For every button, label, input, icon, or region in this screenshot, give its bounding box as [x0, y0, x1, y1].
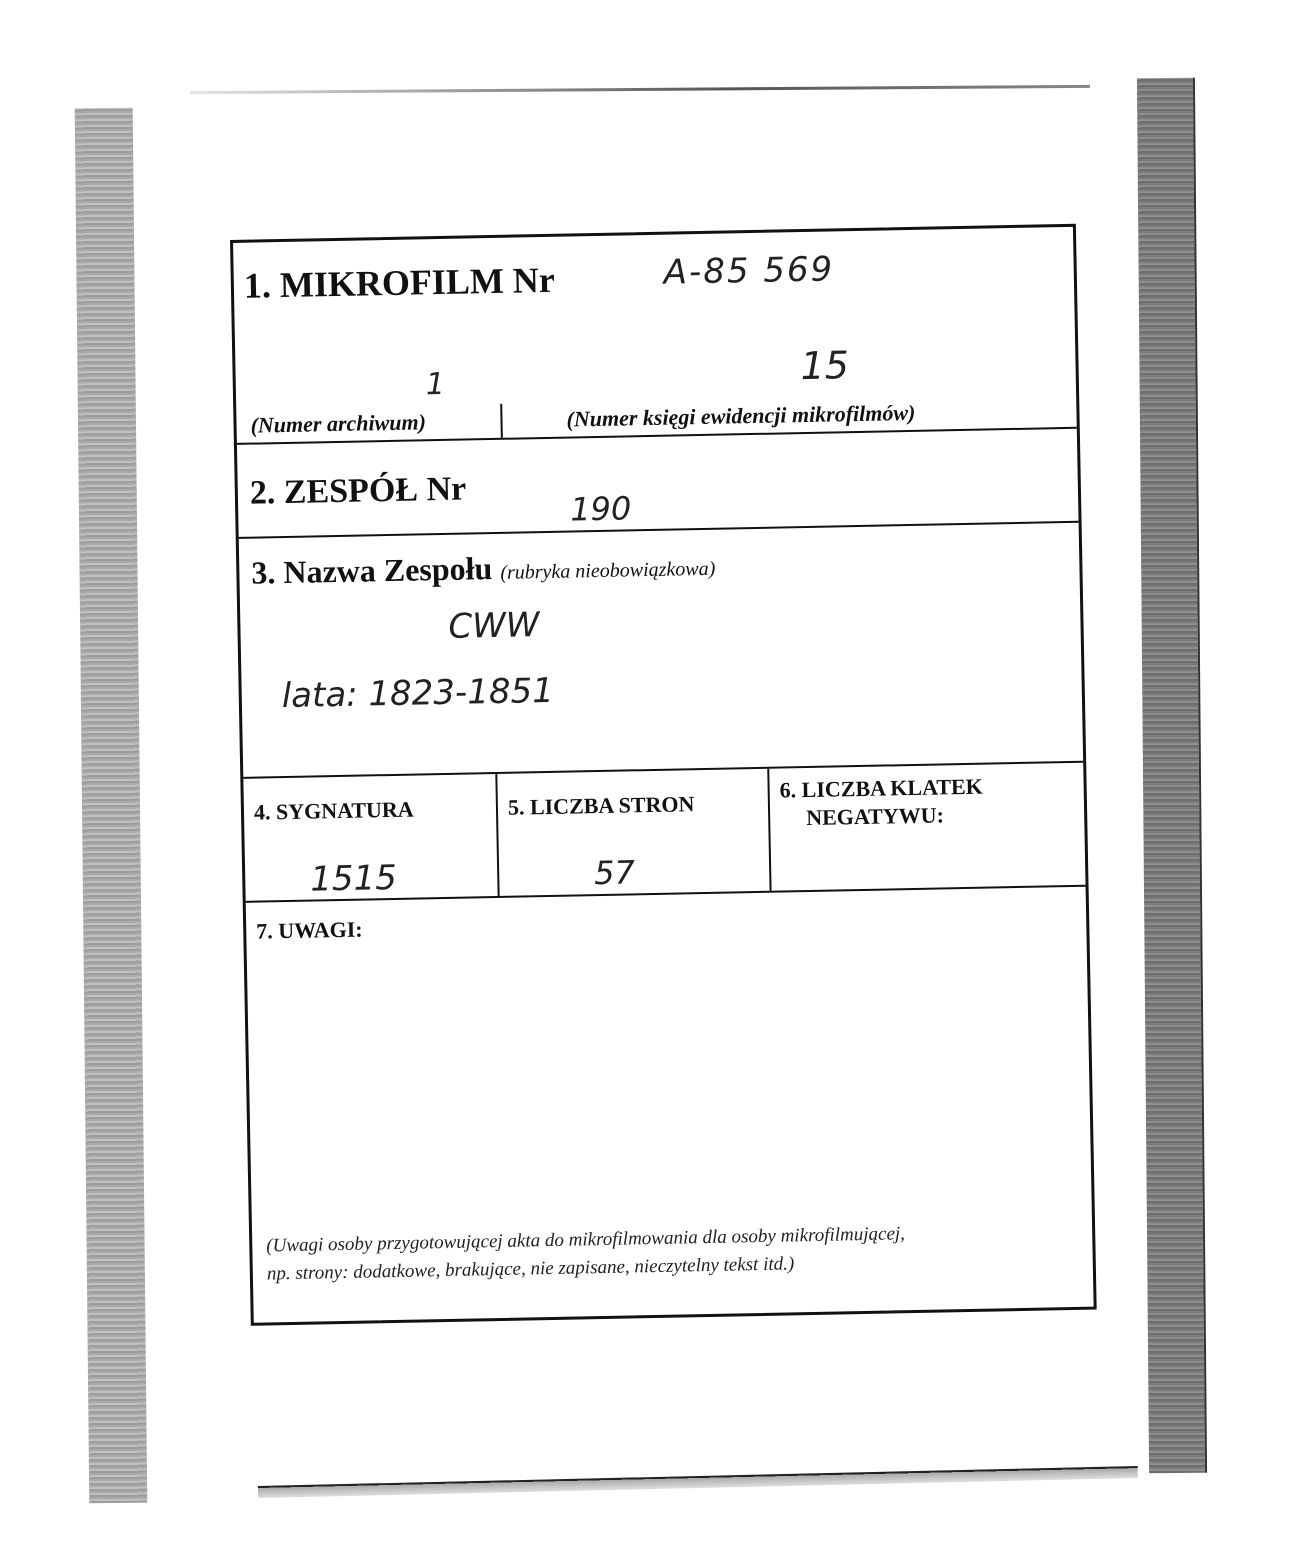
remarks-label: 7. UWAGI:: [256, 916, 363, 944]
section-microfilm-number: [233, 227, 1077, 445]
section-details: [243, 763, 1085, 903]
remarks-instructions-line2: np. strony: dodatkowe, brakujące, nie zapisane, nieczytelny tekst itd.): [266, 1253, 795, 1285]
microfilm-title: 1. MIKROFILM Nr: [243, 259, 556, 306]
divider: [500, 404, 503, 438]
page-count-value: 57: [593, 853, 636, 893]
microfilm-number-value: A-85 569: [663, 249, 835, 293]
fonds-name-label: 3. Nazwa Zespołu: [251, 550, 493, 591]
archive-number-label: (Numer archiwum): [250, 409, 427, 438]
signature-cell: [243, 774, 499, 901]
signature-value: 1515: [309, 857, 398, 900]
archive-number-value: 1: [425, 366, 446, 403]
optional-note: (rubryka nieobowiązkowa): [500, 557, 716, 584]
page-count-cell: [497, 769, 771, 896]
negative-frames-cell: [769, 763, 1085, 891]
page-count-label: 5. LICZBA STRON: [507, 791, 695, 820]
signature-label: 4. SYGNATURA: [253, 796, 414, 825]
remarks-instructions: [266, 1217, 1083, 1289]
negative-frames-label-line2: NEGATYWU:: [805, 802, 945, 831]
fonds-name-value: CWW: [448, 605, 540, 647]
remarks-instructions-line1: (Uwagi osoby przygotowującej akta do mikrofilmowania dla osoby mikrofilmującej,: [266, 1223, 906, 1257]
scan-edge-right: [1137, 78, 1207, 1473]
section-fonds-name: [239, 523, 1083, 779]
register-number-value: 15: [800, 343, 850, 389]
scan-edge-top: [190, 85, 1090, 94]
scan-edge-bottom: [258, 1466, 1138, 1498]
fonds-number-value: 190: [569, 489, 632, 529]
section-remarks: [246, 887, 1094, 1323]
fonds-years-value: lata: 1823-1851: [281, 670, 555, 717]
microfilm-card: [230, 224, 1097, 1326]
scan-edge-left: [75, 108, 148, 1504]
fonds-number-title: 2. ZESPÓŁ Nr: [249, 470, 467, 512]
negative-frames-label: [779, 773, 983, 833]
register-number-label: (Numer księgi ewidencji mikrofilmów): [566, 399, 916, 432]
fonds-name-title: [251, 546, 716, 592]
section-fonds-number: [237, 429, 1079, 539]
negative-frames-label-line1: 6. LICZBA KLATEK: [779, 773, 984, 803]
